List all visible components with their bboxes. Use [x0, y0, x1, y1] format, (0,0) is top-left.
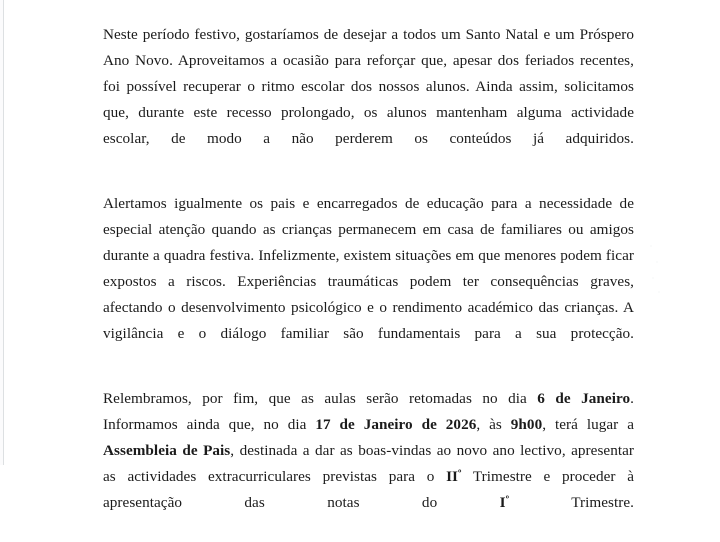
text-run: Neste período festivo, gostaríamos de desejar a todos um Santo Natal e um Próspero Ano Novo. Aproveitamos a ocasião para reforçar que, apesar dos feriados recentes, foi possível recuperar o ritmo escolar dos nossos alunos. Ainda assim, solicitamos que, durante este recesso prolongado, os alunos mantenham alguma actividade escolar, de modo a não perderem os conteúdos já adquiridos. [103, 26, 634, 147]
document-body [103, 22, 634, 542]
emphasised-run: Assembleia de Pais [103, 442, 231, 459]
emphasised-run: II [446, 468, 458, 485]
text-run: Relembramos, por fim, que as aulas serão retomadas no dia [103, 390, 538, 407]
emphasised-run: 9h00 [510, 416, 543, 433]
page-edge-line [3, 0, 4, 465]
scan-artifact-speckle [648, 240, 662, 300]
ordinal-indicator: º [457, 468, 462, 480]
emphasised-run: 6 de Janeiro [537, 390, 631, 407]
ordinal-indicator: º [505, 494, 510, 506]
emphasised-run: 17 de Janeiro de 2026 [315, 416, 477, 433]
text-run: . Informamos ainda que, no dia [103, 390, 634, 433]
text-run: Trimestre e proceder à apresentação das notas do [103, 468, 635, 511]
paragraph-greetings [103, 22, 634, 178]
paragraph-safety-alert [103, 191, 634, 373]
text-run: , destinada a dar as boas-vindas ao novo ano lectivo, apresentar as actividades extracurriculares previstas para o [103, 442, 635, 485]
text-run: Alertamos igualmente os pais e encarregados de educação para a necessidade de especial atenção quando as crianças permanecem em casa de familiares ou amigos durante a quadra festiva. Infelizmente, existem situações em que menores podem ficar expostos a riscos. Experiências traumáticas podem ter consequências graves, afectando o desenvolvimento psicológico e o rendimento académico das crianças. A vigilância e o diálogo familiar são fundamentais para a sua protecção. [103, 195, 634, 342]
text-run: Trimestre. [509, 494, 634, 511]
text-run: , às [476, 416, 511, 433]
text-run: , terá lugar a [542, 416, 634, 433]
paragraph-school-return-and-assembly [103, 386, 634, 542]
emphasised-run: I [499, 494, 506, 511]
